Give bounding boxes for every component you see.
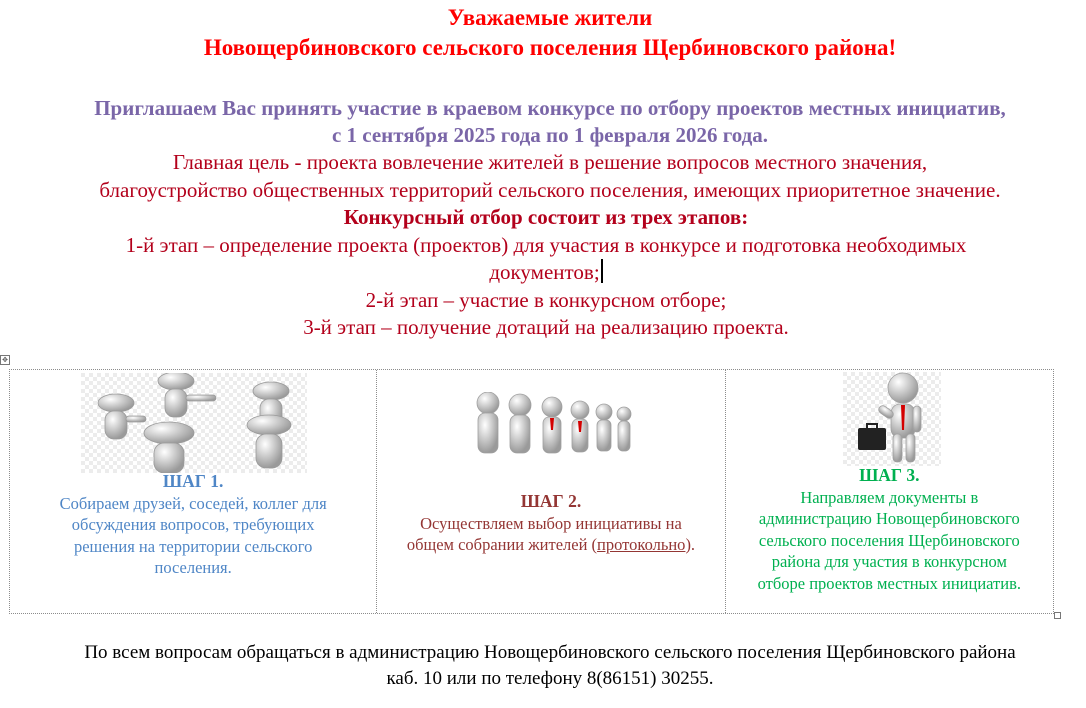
greeting-line-1: Уважаемые жители	[447, 5, 653, 30]
stage-1-line-2	[0, 259, 1086, 287]
invitation-line-1: Приглашаем Вас принять участие в краевом конкурсе по отбору проектов местных инициатив,	[94, 96, 1006, 120]
step-1-line-3: решения на территории сельского	[73, 536, 313, 556]
step-3-line-5: отборе проектов местных инициатив.	[757, 573, 1022, 593]
step-1-line-2: обсуждения вопросов, требующих	[71, 515, 315, 534]
step-1-line-1: Собираем друзей, соседей, коллег для	[59, 493, 327, 513]
contact-line-1: По всем вопросам обращаться в администрацию Новощербиновского сельского поселения Щербиновского района	[84, 642, 1016, 663]
contact-info	[0, 640, 1086, 691]
step-2-line-2-end: ).	[685, 535, 696, 554]
step-3-line-1: Направляем документы в	[800, 487, 979, 507]
invitation	[0, 95, 1086, 149]
step-3-cell	[725, 370, 1053, 613]
step-3-text	[726, 465, 1053, 594]
invitation-dates: с 1 сентября 2025 года по 1 февраля 2026 года.	[331, 123, 769, 147]
protocol-link[interactable]: протокольно	[597, 535, 686, 554]
step-2-line-2	[377, 534, 724, 556]
stages-section	[0, 204, 1086, 342]
stage-1-line-1: 1-й этап – определение проекта (проектов) для участия в конкурсе и подготовка необходимых	[125, 232, 967, 257]
table-move-handle-icon[interactable]: ✥	[0, 355, 10, 365]
step-2-line-2-start: общем собрании жителей (	[406, 535, 598, 554]
stages-heading: Конкурсный отбор состоит из трех этапов:	[343, 205, 749, 229]
step-2-text	[377, 491, 724, 556]
step-1-text	[10, 471, 376, 579]
stage-1-text: документов;	[489, 260, 600, 284]
step-1-title: ШАГ 1.	[162, 471, 224, 491]
step-2-title: ШАГ 2.	[520, 491, 582, 511]
stage-3: 3-й этап – получение дотаций на реализацию проекта.	[303, 315, 789, 339]
contact-line-2: каб. 10 или по телефону 8(86151) 30255.	[386, 667, 714, 689]
step-3-line-4: района для участия в конкурсном	[771, 552, 1007, 571]
step-1-cell	[10, 370, 376, 613]
people-meeting-icon	[470, 392, 632, 454]
step-2-line-1: Осуществляем выбор инициативы на	[420, 513, 682, 533]
greeting-line-2: Новощербиновского сельского поселения Щербиновского района!	[203, 35, 897, 60]
goal-line-2: благоустройство общественных территорий сельского поселения, имеющих приоритетное значение.	[99, 177, 1001, 202]
goal-paragraph	[0, 149, 1086, 204]
table-resize-handle[interactable]	[1054, 612, 1061, 619]
steps-table	[9, 369, 1054, 614]
people-discussion-icon	[81, 373, 307, 473]
step-1-line-4: поселения.	[154, 558, 232, 577]
text-cursor	[601, 259, 603, 283]
step-3-line-2: администрацию Новощербиновского	[758, 509, 1020, 528]
stage-2: 2-й этап – участие в конкурсном отборе;	[365, 287, 727, 312]
step-3-title: ШАГ 3.	[859, 465, 920, 485]
businessman-briefcase-icon	[843, 372, 941, 466]
goal-line-1: Главная цель - проекта вовлечение жителей в решение вопросов местного значения,	[172, 150, 928, 174]
step-2-cell	[376, 370, 724, 613]
step-3-line-3: сельского поселения Щербиновского	[758, 530, 1020, 550]
